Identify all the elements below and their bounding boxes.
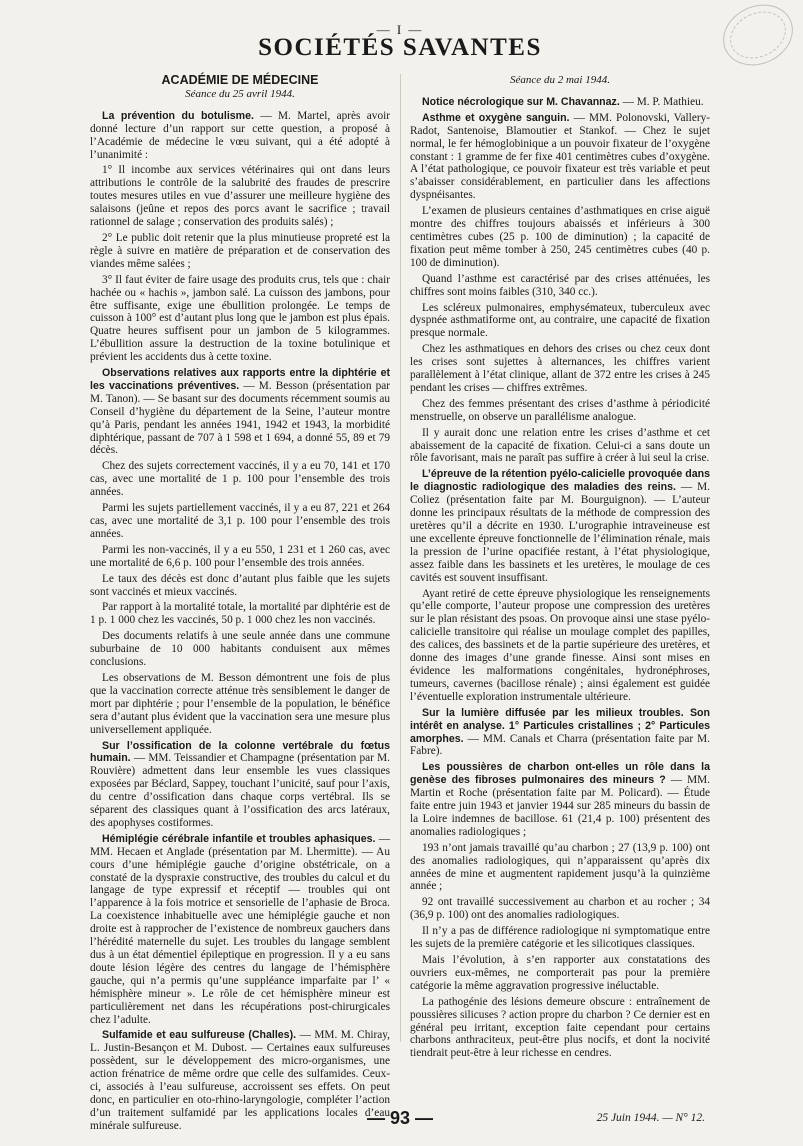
- article-text: 1° Il incombe aux services vétérinaires qui ont dans leurs attributions le contrôle de la salubrité des fraudes de prescrire toutes mesures utiles en vue d’assurer une meilleure hygiène des salaisons (jeûne et repos des porcs avant le sacrifice ; travail rationnel de salage ; conservation des produits salés) ;: [90, 164, 390, 229]
- article-heading: Sulfamide et eau sulfureuse (Challes).: [102, 1029, 297, 1042]
- article-text: — MM. Canals et Charra (présentation faite par M. Fabre).: [410, 732, 710, 758]
- article-paragraph: [90, 232, 390, 271]
- article-text: Chez les asthmatiques en dehors des crises ou chez ceux dont les crises sont sujettes à alternances, les chiffres varient parallèlement à l’état clinique, allant de 372 entre les crises à 245 pendant les crises — chiffres extrêmes.: [410, 343, 710, 394]
- article-text: — M. Coliez (présentation faite par M. Bourguignon). — L’auteur donne les principaux résultats de la méthode de compression des uretères qu’il a décrite en 1930. L’urographie intraveineuse est une excellente épreuve fonctionnelle de l’élimination rénale, mais la pression de l’urine opacifiée restant, à l’état physiologique, assez faible dans les bassinets et les uretères, le moulage de ces cavités est souvent insuffisant.: [410, 481, 710, 584]
- article-text: Chez des sujets correctement vaccinés, il y a eu 70, 141 et 170 cas, avec une mortalité de 1 p. 100 pour l’ensemble des trois années.: [90, 460, 390, 499]
- article-paragraph: [90, 833, 390, 1027]
- article-paragraph: [410, 954, 710, 993]
- article-heading: L’épreuve de la rétention pyélo-calicielle provoquée dans le diagnostic radiologique des maladies des reins.: [410, 468, 710, 494]
- article-paragraph: [410, 112, 710, 202]
- article-text: — M. Martel, après avoir donné lecture d’un rapport sur cette question, a proposé à l’Académie de médecine le vœu suivant, qui a été adopté à l’unanimité :: [90, 109, 390, 161]
- article-paragraph: [410, 427, 710, 466]
- article-text: — MM. Martin et Roche (présentation faite par M. Policard). — Étude faite entre juin 1943 et janvier 1944 sur 285 mineurs du bassin de la Loire indemnes de bacillose. 61 (21,4 p. 100) présentent des anomalies radiologiques ;: [410, 774, 711, 838]
- article-text: Chez des femmes présentant des crises d’asthme à périodicité menstruelle, on observe un parallélisme analogue.: [410, 397, 710, 423]
- page-number: — 93 —: [366, 1108, 434, 1128]
- article-paragraph: [90, 110, 390, 162]
- article-text: Parmi les non-vaccinés, il y a eu 550, 1 231 et 1 260 cas, avec une mortalité de 6,6 p. 100 pour l’ensemble des trois années.: [90, 543, 390, 569]
- article-paragraph: [410, 588, 710, 704]
- article-paragraph: [90, 367, 390, 457]
- article-text: — MM. Polonovski, Vallery-Radot, Santenoise, Blamoutier et Stankof. — Chez le sujet normal, le fer hémoglobinique a un pouvoir fixateur de l’oxygène constant : 1 gramme de fer fixe 401 centimètres cubes d’oxygène. A l’état pathologique, ce pouvoir fixateur est très variable et peut s’abaisser considérablement, en particulier dans les affections dyspnéisantes.: [410, 111, 711, 202]
- section-heading: ACADÉMIE DE MÉDECINE: [161, 73, 319, 87]
- article-heading: Sur l’ossification de la colonne vertébrale du fœtus humain.: [90, 739, 390, 765]
- article-heading: La prévention du botulisme.: [102, 109, 254, 122]
- article-paragraph: [90, 573, 390, 599]
- article-paragraph: [90, 460, 390, 499]
- article-paragraph: [410, 302, 710, 341]
- article-paragraph: [90, 274, 390, 364]
- article-paragraph: [410, 996, 710, 1061]
- article-paragraph: [410, 96, 710, 109]
- article-paragraph: [410, 273, 710, 299]
- article-paragraph: [410, 896, 710, 922]
- article-paragraph: [90, 502, 390, 541]
- article-paragraph: [410, 343, 710, 395]
- article-text: Il y aurait donc une relation entre les crises d’asthme et cet abaissement de la capacité de fixation. Celui-ci a sans doute un rôle favorisant, mais ne paraît pas suffire à créer à lui seul la crise.: [410, 426, 710, 465]
- article-heading: Asthme et oxygène sanguin.: [422, 111, 570, 124]
- article-text: Les scléreux pulmonaires, emphysémateux, tuberculeux avec dyspnée asthmatiforme ont, au contraire, une capacité de fixation presque normale.: [410, 301, 710, 340]
- article-text: Quand l’asthme est caractérisé par des crises atténuées, les chiffres sont moins faibles (310, 340 cc.).: [410, 272, 710, 298]
- article-text: Mais l’évolution, à s’en rapporter aux constatations des ouvriers eux-mêmes, ne comporterait pas pour la première catégorie la même aggravation progressive inéluctable.: [410, 954, 710, 992]
- article-paragraph: [90, 164, 390, 229]
- right-column-body: [410, 96, 710, 1060]
- right-column: [410, 74, 711, 1060]
- article-text: 2° Le public doit retenir que la plus minutieuse propreté est la règle à suivre en matière de préparation et de conservation des viandes même salées ;: [90, 231, 390, 270]
- article-text: — MM. Teissandier et Champagne (présentation par M. Rouvière) admettent dans leur ensemble les vues classiques exposées par Béclard, Sappey, touchant l’unicité, sauf pour l’axis, du centre d’ossification dans chaque corps vertébral. Ils se séparent des classiques quant à l’ossification des arcs latéraux, des apophyses costiformes.: [90, 752, 390, 829]
- article-paragraph: [90, 740, 390, 830]
- article-paragraph: [410, 205, 710, 270]
- article-text: Ayant retiré de cette épreuve physiologique les renseignements qu’elle comporte, l’auteur propose une compression des uretères sur le plan résistant des psoas. On provoque ainsi une stase pyélo-calicielle transitoire qui réalise un moulage complet des papilles, des calices, des bassinets et de la partie supérieure des uretères, et donne des images d’une grande finesse. Ainsi sont mises en évidence les malformations congénitales, hydronéphroses, tumeurs, cavernes (bacillose rénale) ; ainsi également est guidée l’éventuelle exploration instrumentale ultérieure.: [410, 587, 710, 703]
- article-text: Des documents relatifs à une seule année dans une commune suburbaine de 10 000 habitants conduisent aux mêmes conclusions.: [90, 630, 390, 669]
- article-text: La pathogénie des lésions demeure obscure : entraînement de poussières silicuses ? action propre du charbon ? Ce dernier est en général peu irritant, exception faite cependant pour certains charbons anthraciteux, peut-être plus nocifs, et dont la nocivité tiendrait peut-être à leur richesse en cendres.: [410, 995, 710, 1060]
- article-heading: Sur la lumière diffusée par les milieux troubles. Son intérêt en analyse. 1° Particules cristallines ; 2° Particules amorphes.: [410, 706, 710, 745]
- issue-date: 25 Juin 1944. — N° 12.: [596, 1112, 705, 1124]
- article-paragraph: [410, 842, 710, 894]
- article-paragraph: [410, 925, 710, 951]
- article-heading: Notice nécrologique sur M. Chavannaz.: [422, 95, 620, 108]
- article-paragraph: [90, 544, 390, 570]
- article-paragraph: [90, 601, 390, 627]
- page-title: SOCIÉTÉS SAVANTES: [258, 34, 542, 61]
- page-roman-numeral: — I —: [376, 22, 424, 37]
- column-divider: [400, 74, 401, 1042]
- article-heading: Hémiplégie cérébrale infantile et troubles aphasiques.: [102, 832, 376, 845]
- article-text: 92 ont travaillé successivement au charbon et au rocher ; 34 (36,9 p. 100) ont des anomalies radiologiques.: [410, 896, 710, 922]
- article-text: — M. P. Mathieu.: [619, 95, 704, 108]
- article-text: Parmi les sujets partiellement vaccinés, il y a eu 87, 221 et 264 cas, avec une mortalité de 3,1 p. 100 pour l’ensemble des trois années.: [90, 502, 390, 540]
- left-column-body: [90, 110, 390, 1133]
- article-paragraph: [410, 398, 710, 424]
- article-text: Le taux des décès est donc d’autant plus faible que les sujets sont vaccinés et mieux vaccinés.: [90, 572, 390, 598]
- article-text: L’examen de plusieurs centaines d’asthmatiques en crise aiguë montre des chiffres toujours abaissés et inférieurs à 300 centimètres cubes (25 p. 100 de diminution) ; la capacité de fixation peut même tomber à 250, 245 centimètres cubes (40 p. 100 de diminution).: [410, 205, 710, 269]
- article-paragraph: [410, 468, 710, 584]
- article-text: 3° Il faut éviter de faire usage des produits crus, tels que : chair hachée ou « hachis », jambon salé. La cuisson des jambons, pour être suffisante, exige une ébullition prolongée. Le temps de cuisson à 100° est d’autant plus long que le jambon est plus épais. Quatre heures suffisent pour un jambon de 5 kilogrammes. L’ébullition assure la destruction de la toxine botulinique et prévient les accidents dus à cette toxine.: [90, 273, 390, 364]
- left-column: [90, 73, 391, 1132]
- article-heading: Les poussières de charbon ont-elles un rôle dans la genèse des fibroses pulmonaires des mineurs ?: [410, 761, 710, 787]
- article-heading: Observations relatives aux rapports entre la diphtérie et les vaccinations préventives.: [90, 367, 390, 392]
- article-text: — MM. M. Chiray, L. Justin-Besançon et M. Dubost. — Certaines eaux sulfureuses possèdent, sur le développement des micro-organismes, une action frénatrice de même ordre que celle des sulfamides. Ceux-ci, associés à l’eau sulfureuse, accroissent ses effets. On peut donc, en particulier en oto-rhino-laryngologie, compléter l’action d’un traitement sulfamidé par les applications locales d’eau minérale sulfureuse.: [90, 1029, 390, 1132]
- article-text: — M. Besson (présentation par M. Tanon). — Se basant sur des documents récemment soumis au Conseil d’hygiène du département de la Seine, l’auteur montre qu’à Paris, pendant les années 1941, 1942 et 1943, la morbidité diphtérique, passant de 707 à 1 598 et 1 694, a donné 55, 89 et 79 décès.: [90, 379, 391, 457]
- seance-date: Séance du 2 mai 1944.: [510, 74, 610, 86]
- article-paragraph: [410, 761, 710, 838]
- seance-date: Séance du 25 avril 1944.: [185, 87, 295, 100]
- article-text: Les observations de M. Besson démontrent une fois de plus que la vaccination correcte atténue très sensiblement le danger de mort par diphtérie ; pour l’ensemble de la population, le bénéfice sera d’autant plus évident que la vaccination sera une mesure plus universellement appliquée.: [90, 671, 390, 736]
- article-text: 193 n’ont jamais travaillé qu’au charbon ; 27 (13,9 p. 100) ont des anomalies radiologiques, qui n’apparaissent qu’après dix années de mine et augmentent rapidement jusqu’à la quinzième année ;: [410, 841, 710, 893]
- article-text: Par rapport à la mortalité totale, la mortalité par diphtérie est de 1 p. 1 000 chez les vaccinés, 50 p. 1 000 chez les non vaccinés.: [90, 601, 390, 627]
- article-text: — MM. Hecaen et Anglade (présentation par M. Lhermitte). — Au cours d’une hémiplégie gauche d’origine obstétricale, on a constaté de la dyspraxie constructive, des troubles du calcul et du langage de type expressif et réceptif — troubles qui ont l’apparence à la fois motrice et sensorielle de l’aphasie de Broca. La coexistence inhabituelle avec une hémiplégie gauche et non droite est à rapprocher de l’existence de nombreux gauchers dans l’hérédité maternelle du sujet. Les troubles du langage semblent dus à un état démentiel épileptique en progression. Il y a eu sans doute lésion légère des centres du langage de l’hémisphère gauche, qui n’a permis qu’une suppléance imparfaite par l’ « hémisphère mineur ». Le rôle de cet hémisphère mineur est particulièrement net dans les récupérations post-chirurgicales chez l’adulte.: [90, 832, 391, 1026]
- article-text: Il n’y a pas de différence radiologique ni symptomatique entre les sujets de la première catégorie et les silicotiques classiques.: [410, 925, 710, 951]
- article-paragraph: [90, 672, 390, 737]
- article-paragraph: [410, 707, 710, 759]
- article-paragraph: [90, 630, 390, 669]
